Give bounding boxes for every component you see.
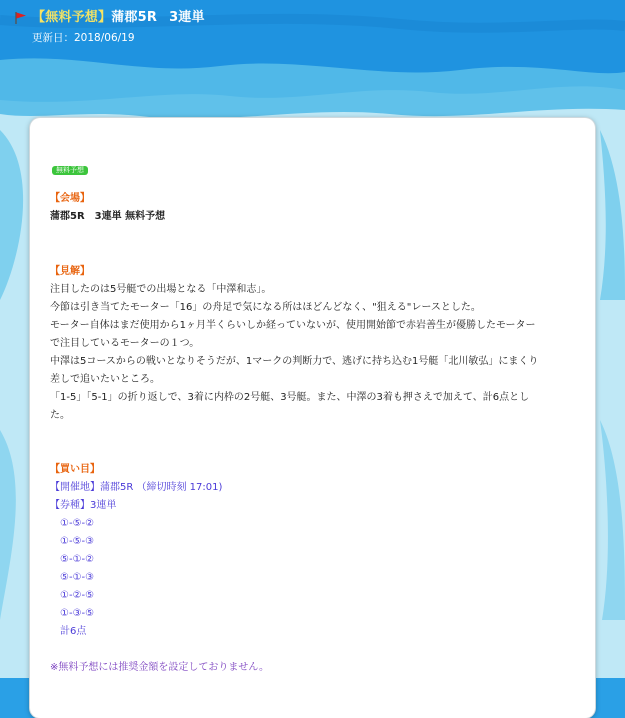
analysis-line: た。 [50, 410, 70, 421]
analysis-heading: 【見解】 [50, 266, 90, 277]
pick-combo: ①-⑤-② [60, 518, 95, 529]
analysis-section [50, 263, 580, 425]
page-header [0, 0, 625, 60]
pick-combo: ⑤-①-③ [60, 572, 95, 583]
picks-section [50, 461, 222, 641]
picks-heading: 【買い目】 [50, 464, 100, 475]
analysis-line: 注目したのは5号艇での出場となる「中澤和志」。 [50, 284, 272, 295]
analysis-line: で注目しているモーターの１つ。 [50, 338, 200, 349]
pick-combo: ①-②-⑤ [60, 590, 95, 601]
picks-total: 計6点 [60, 626, 87, 637]
venue-heading: 【会場】 [50, 193, 90, 204]
red-flag-icon [14, 11, 28, 25]
analysis-line: 「1-5」「5-1」の折り返しで、3着に内枠の2号艇、3号艇。また、中澤の3着も押さえで加えて、計6点とし [50, 392, 530, 403]
title-type: 3連単 [169, 10, 205, 25]
venue-text: 蒲郡5R 3連単 無料予想 [50, 211, 166, 222]
pick-combo: ⑤-①-② [60, 554, 95, 565]
analysis-line: 中澤は5コースからの戦いとなりそうだが、1マークの判断力で、逃げに持ち込む1号艇「北川敏弘」にまくり [50, 356, 539, 367]
pick-combo: ①-③-⑤ [60, 608, 95, 619]
free-prediction-badge: 無料予想 [52, 166, 88, 175]
analysis-line: 差しで追いたいところ。 [50, 374, 160, 385]
analysis-line: 今節は引き当てたモーター「16」の舟足で気になる所はほどんどなく、"狙える"レースとした。 [50, 302, 481, 313]
picks-venue-line: 【開催地】蒲郡5R （締切時刻 17:01) [50, 482, 223, 493]
analysis-line: モーター自体はまだ使用から1ヶ月半くらいしか経っていないが、使用開始節で赤岩善生が優勝したモーター [50, 320, 536, 331]
content-card [30, 118, 595, 718]
updated-date: 更新日：2018/06/19 [32, 32, 135, 44]
page-title [32, 6, 205, 25]
disclaimer-note: ※無料予想には推奨金額を設定しておりません。 [50, 662, 269, 673]
title-tag: 【無料予想】 [32, 10, 112, 25]
title-race: 蒲郡5R [111, 10, 158, 25]
pick-combo: ①-⑤-③ [60, 536, 95, 547]
venue-section [50, 190, 165, 226]
picks-type-line: 【券種】3連単 [50, 500, 117, 511]
